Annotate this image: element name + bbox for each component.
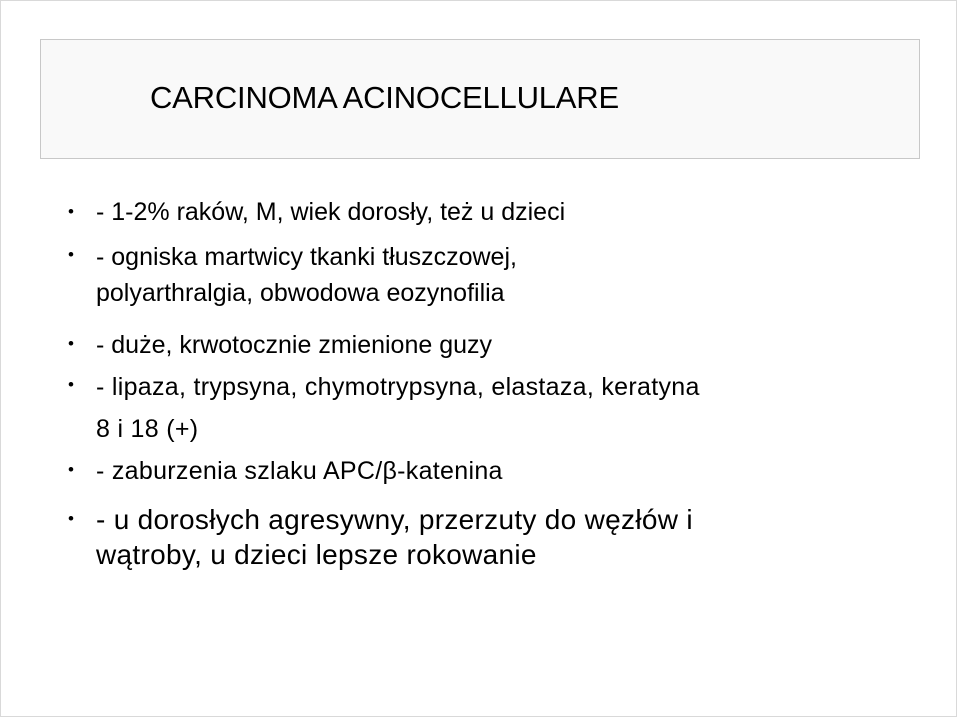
bullet-dot-icon: •	[68, 509, 74, 528]
bullet-dot-icon: •	[68, 375, 74, 394]
bullet-dot-icon: •	[68, 460, 74, 479]
bullet-text	[96, 239, 517, 311]
bullet-text	[96, 456, 503, 486]
bullet-line: - u dorosłych agresywny, przerzuty do węzłów i	[96, 504, 693, 535]
bullet-dot-icon: •	[68, 202, 74, 221]
bullet-line: 8 i 18 (+)	[96, 415, 199, 443]
bullet-dot-icon: •	[68, 334, 74, 353]
slide-title: CARCINOMA ACINOCELLULARE	[150, 80, 619, 115]
bullet-line: - 1-2% raków, M, wiek dorosły, też u dzieci	[96, 198, 566, 226]
bullet-line: - duże, krwotocznie zmienione guzy	[96, 331, 493, 359]
bullet-text	[96, 502, 693, 572]
bullet-text	[96, 330, 492, 360]
bullet-dot-icon: •	[68, 245, 74, 264]
bullet-line: polyarthralgia, obwodowa eozynofilia	[96, 279, 505, 307]
bullet-line: - ogniska martwicy tkanki tłuszczowej,	[96, 243, 517, 271]
bullet-text	[96, 366, 700, 450]
bullet-line: wątroby, u dzieci lepsze rokowanie	[96, 539, 537, 570]
bullet-line: - zaburzenia szlaku APC/β-katenina	[96, 457, 503, 485]
bullet-text	[96, 198, 565, 227]
bullet-line: - lipaza, trypsyna, chymotrypsyna, elastaza, keratyna	[96, 373, 700, 401]
